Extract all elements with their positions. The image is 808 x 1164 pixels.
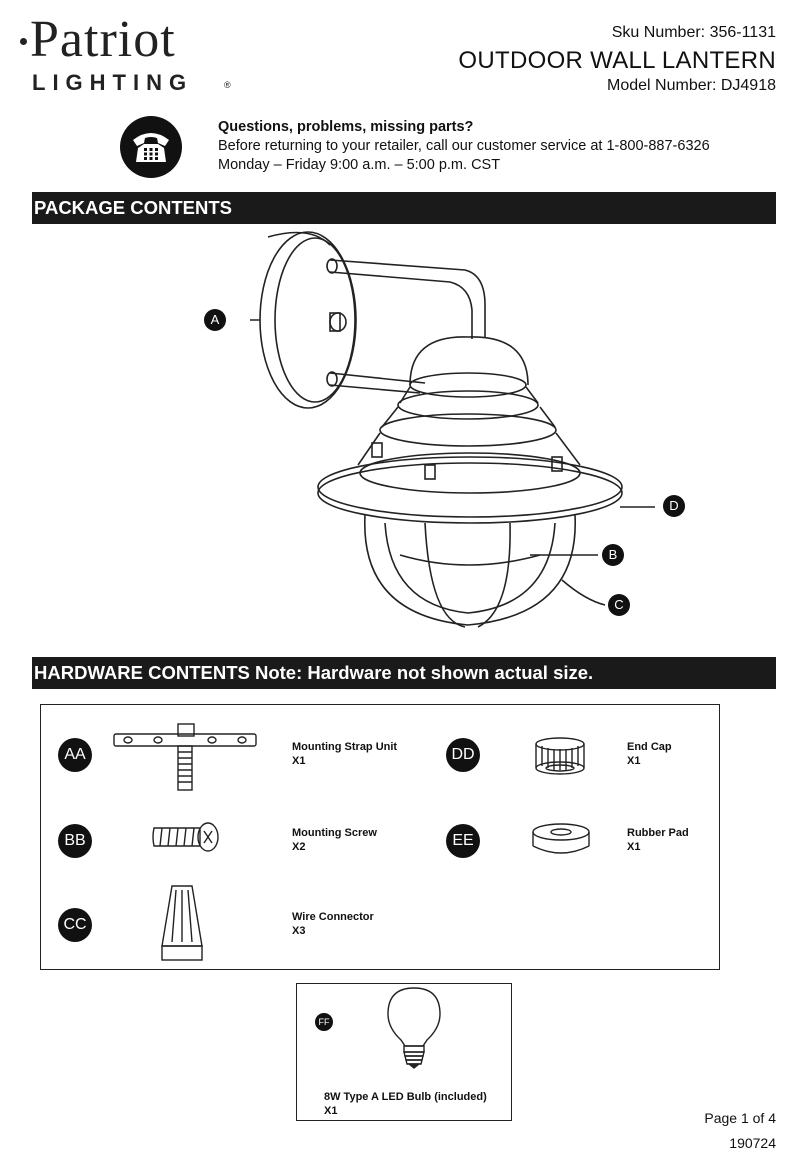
item-ee-qty: X1 (627, 841, 641, 853)
item-dd-qty: X1 (627, 755, 641, 767)
item-dd-label (627, 740, 672, 768)
badge-ee: EE (446, 824, 480, 858)
logo-dot (20, 38, 27, 45)
model-number: Model Number: DJ4918 (607, 77, 776, 94)
bulb-label (324, 1090, 487, 1118)
package-contents-heading: PACKAGE CONTENTS (32, 192, 776, 224)
mounting-strap-icon (110, 718, 260, 794)
page-number: Page 1 of 4 (704, 1110, 776, 1126)
phone-icon (120, 116, 182, 178)
item-cc-name: Wire Connector (292, 911, 374, 923)
wire-connector-icon (156, 880, 208, 964)
end-cap-icon (528, 736, 592, 776)
item-ee-label (627, 826, 689, 854)
item-aa-name: Mounting Strap Unit (292, 741, 398, 753)
brand-logo: Patriot (30, 11, 176, 68)
badge-bb: BB (58, 824, 92, 858)
item-cc-qty: X3 (292, 925, 306, 937)
led-bulb-icon (385, 986, 443, 1070)
badge-aa: AA (58, 738, 92, 772)
item-cc-label (292, 910, 374, 938)
bulb-name: 8W Type A LED Bulb (included) (324, 1091, 487, 1103)
item-dd-name: End Cap (627, 741, 672, 753)
badge-ff: FF (315, 1013, 333, 1031)
brand-sub: LIGHTING (32, 70, 194, 95)
support-line-1: Before returning to your retailer, call our customer service at 1-800-887-6326 (218, 138, 710, 154)
item-ee-name: Rubber Pad (627, 827, 689, 839)
callout-c: C (608, 594, 630, 616)
rubber-pad-icon (528, 822, 594, 858)
sku-number: Sku Number: 356-1131 (611, 24, 776, 41)
callout-d: D (663, 495, 685, 517)
support-line-2: Monday – Friday 9:00 a.m. – 5:00 p.m. CST (218, 157, 501, 173)
hardware-contents-heading: HARDWARE CONTENTS Note: Hardware not shown actual size. (32, 657, 776, 689)
lantern-illustration (250, 225, 690, 645)
registered-mark: ® (224, 80, 231, 90)
page-title: OUTDOOR WALL LANTERN (458, 47, 776, 74)
item-bb-label (292, 826, 377, 854)
badge-cc: CC (58, 908, 92, 942)
item-aa-label (292, 740, 397, 768)
item-aa-qty: X1 (292, 755, 306, 767)
bulb-qty: X1 (324, 1105, 338, 1117)
support-heading: Questions, problems, missing parts? (218, 119, 474, 135)
callout-a: A (204, 309, 226, 331)
callout-b: B (602, 544, 624, 566)
badge-dd: DD (446, 738, 480, 772)
item-bb-qty: X2 (292, 841, 306, 853)
item-bb-name: Mounting Screw (292, 827, 377, 839)
document-code: 190724 (729, 1135, 776, 1151)
support-info (218, 118, 710, 175)
mounting-screw-icon (150, 820, 220, 854)
